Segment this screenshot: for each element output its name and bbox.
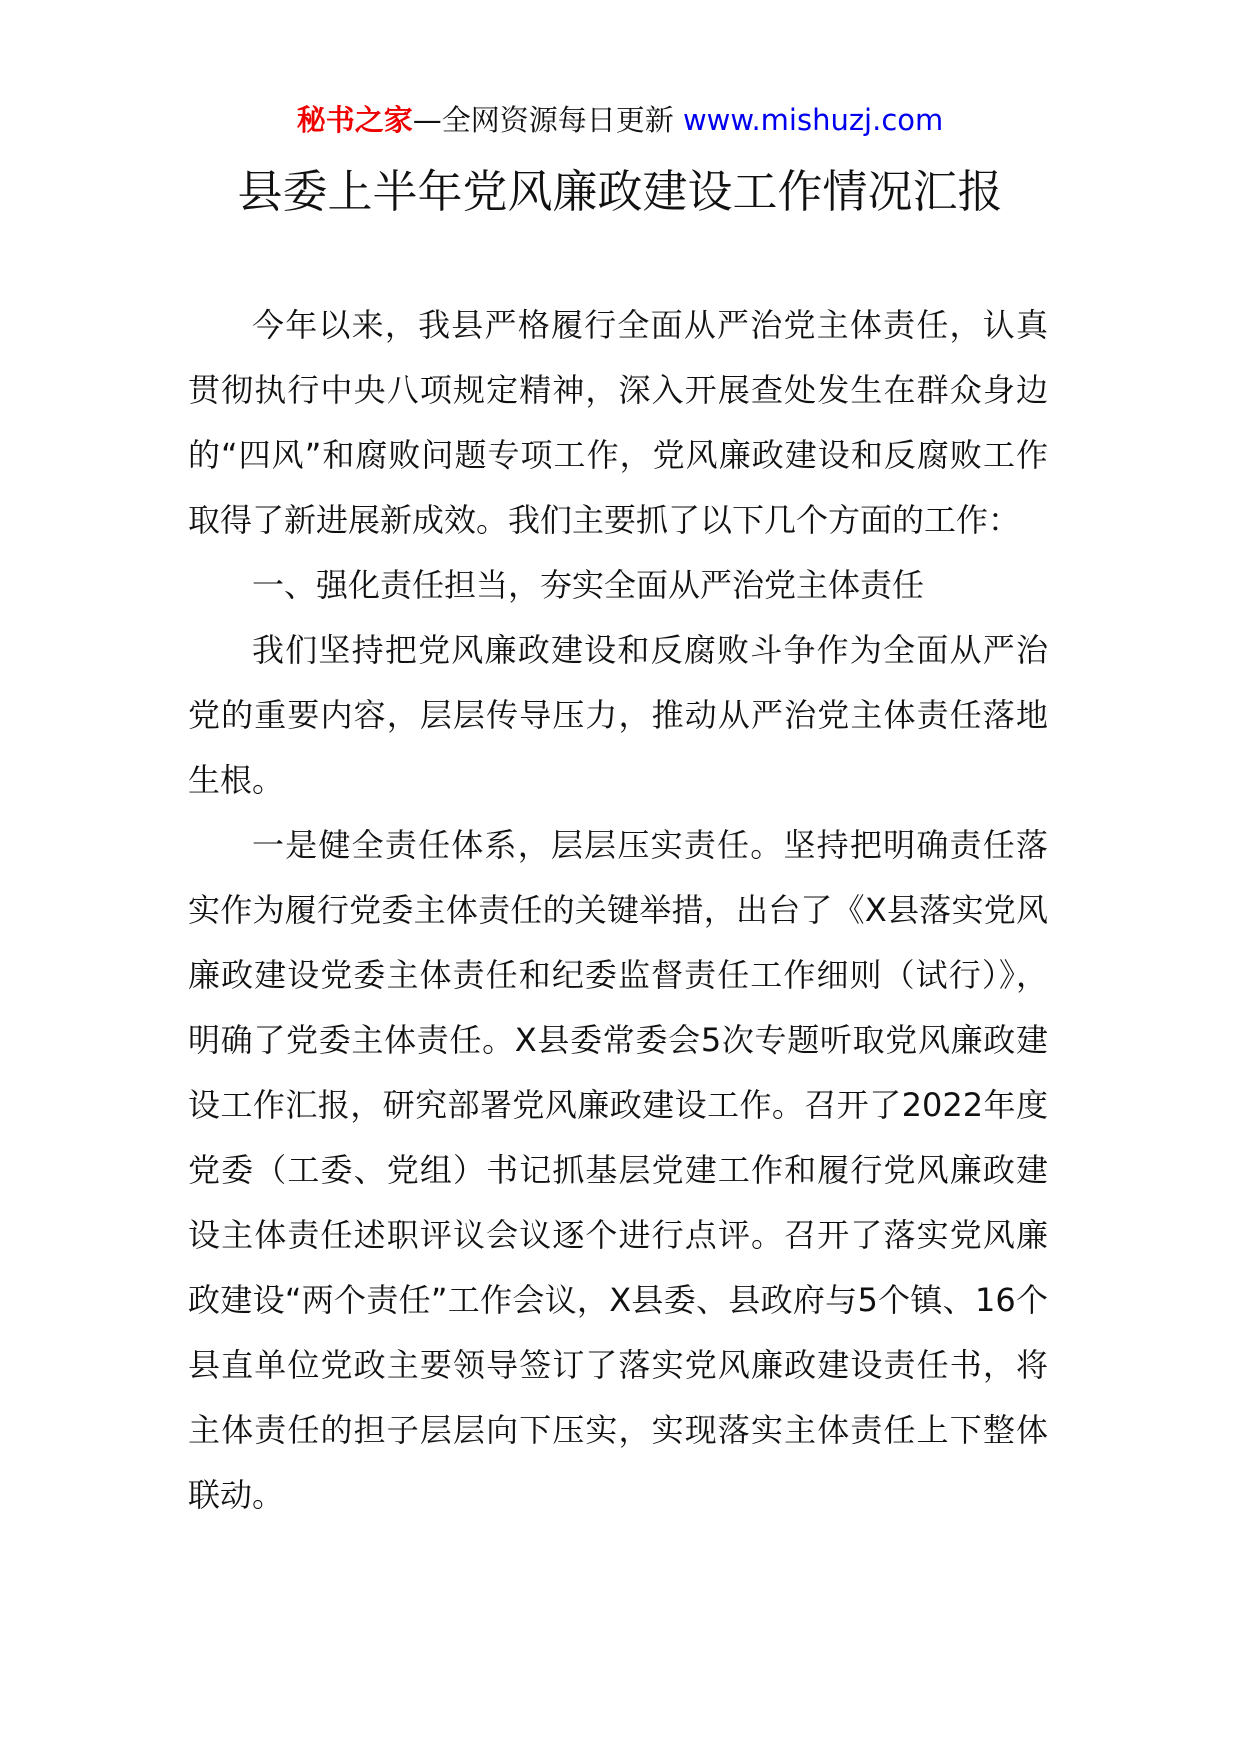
header-tagline: —全网资源每日更新	[412, 103, 683, 137]
brand-name: 秘书之家	[296, 103, 413, 137]
section-paragraph: 我们坚持把党风廉政建设和反腐败斗争作为全面从严治党的重要内容，层层传导压力，推动从严治党主体责任落地生根。	[188, 631, 1048, 799]
detail-paragraph: 一是健全责任体系，层层压实责任。坚持把明确责任落实作为履行党委主体责任的关键举措，出台了《X县落实党风廉政建设党委主体责任和纪委监督责任工作细则（试行）》，明确了党委主体责任。X县委常委会5次专题听取党风廉政建设工作汇报，研究部署党风廉政建设工作。召开了2022年度党委（工委、党组）书记抓基层党建工作和履行党风廉政建设主体责任述职评议会议逐个进行点评。召开了落实党风廉政建设“两个责任”工作会议，X县委、县政府与5个镇、16个县直单位党政主要领导签订了落实党风廉政建设责任书，将主体责任的担子层层向下压实，实现落实主体责任上下整体联动。	[188, 826, 1048, 1514]
document-body	[188, 293, 1048, 1528]
section-heading: 一、强化责任担当，夯实全面从严治党主体责任	[252, 566, 925, 604]
intro-paragraph: 今年以来，我县严格履行全面从严治党主体责任，认真贯彻执行中央八项规定精神，深入开展查处发生在群众身边的“四风”和腐败问题专项工作，党风廉政建设和反腐败工作取得了新进展新成效。我们主要抓了以下几个方面的工作：	[188, 306, 1048, 539]
website-link[interactable]: www.mishuzj.com	[682, 103, 944, 137]
document-title: 县委上半年党风廉政建设工作情况汇报	[237, 165, 1003, 218]
page-header	[0, 100, 1240, 140]
